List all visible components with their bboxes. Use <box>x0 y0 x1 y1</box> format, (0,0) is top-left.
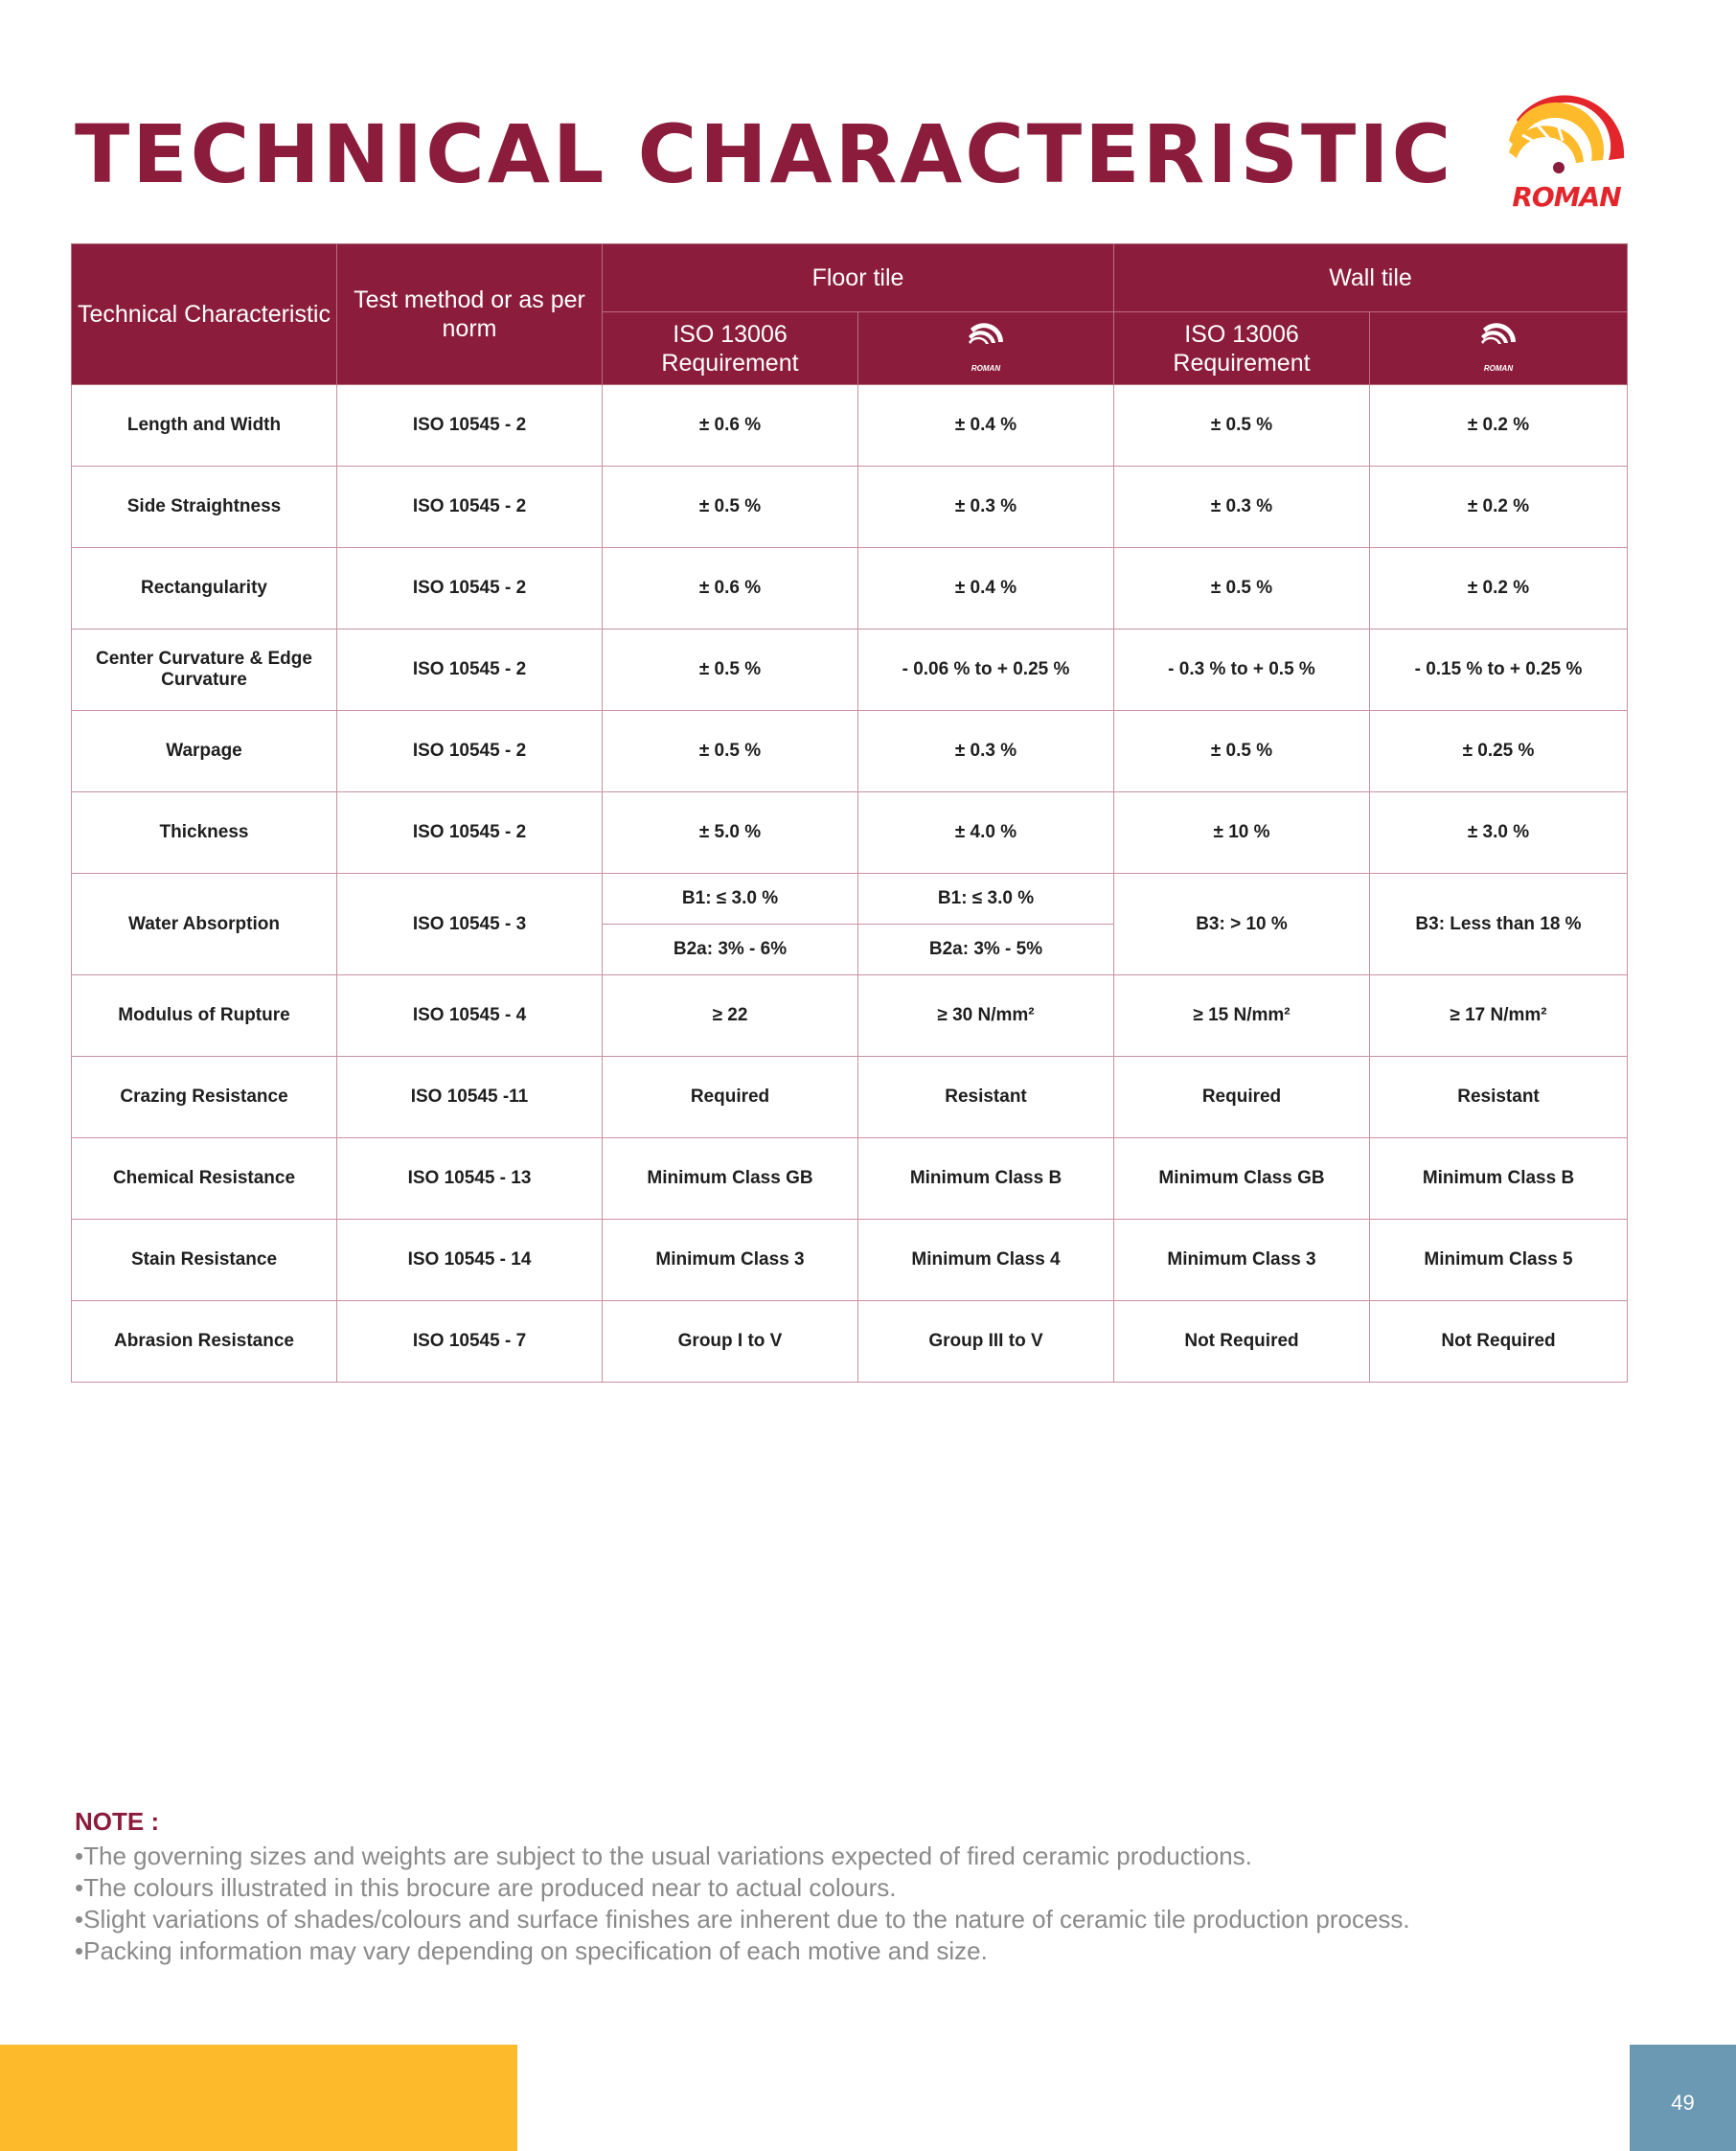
cell-method: ISO 10545 - 2 <box>337 385 603 467</box>
cell-characteristic: Abrasion Resistance <box>72 1301 337 1383</box>
cell-wall-iso: - 0.3 % to + 0.5 % <box>1114 629 1370 711</box>
cell-method: ISO 10545 -11 <box>337 1057 603 1138</box>
cell-characteristic: Chemical Resistance <box>72 1138 337 1220</box>
page-number: 49 <box>1671 2091 1695 2115</box>
cell-wall-iso: ± 0.5 % <box>1114 548 1370 629</box>
cell-method: ISO 10545 - 4 <box>337 975 603 1057</box>
table-row <box>72 792 1628 874</box>
footer-yellow-band <box>0 2045 517 2151</box>
table-row <box>72 1301 1628 1383</box>
header-wall-iso-requirement: ISO 13006 Requirement <box>1114 312 1370 385</box>
cell-wall-iso: ≥ 15 N/mm² <box>1114 975 1370 1057</box>
cell-floor-roman: Resistant <box>858 1057 1114 1138</box>
cell-method: ISO 10545 - 14 <box>337 1220 603 1301</box>
cell-floor-roman-b1: B1: ≤ 3.0 % <box>858 874 1114 925</box>
cell-wall-roman: ± 3.0 % <box>1370 792 1628 874</box>
roman-logo-mark-icon <box>1499 91 1633 187</box>
cell-floor-iso-b2a: B2a: 3% - 6% <box>603 925 858 975</box>
header-floor-iso-requirement: ISO 13006 Requirement <box>603 312 858 385</box>
cell-floor-iso: Minimum Class 3 <box>603 1220 858 1301</box>
roman-mini-logo-icon: ROMAN <box>1477 319 1519 361</box>
cell-floor-iso: Required <box>603 1057 858 1138</box>
cell-method: ISO 10545 - 2 <box>337 629 603 711</box>
cell-wall-roman: Minimum Class 5 <box>1370 1220 1628 1301</box>
cell-wall-iso: Minimum Class 3 <box>1114 1220 1370 1301</box>
cell-floor-roman-b2a: B2a: 3% - 5% <box>858 925 1114 975</box>
cell-wall-roman: B3: Less than 18 % <box>1370 874 1628 975</box>
table-row <box>72 1138 1628 1220</box>
cell-characteristic: Stain Resistance <box>72 1220 337 1301</box>
cell-wall-roman: - 0.15 % to + 0.25 % <box>1370 629 1628 711</box>
cell-floor-iso: Minimum Class GB <box>603 1138 858 1220</box>
cell-wall-roman: ± 0.2 % <box>1370 548 1628 629</box>
cell-floor-iso: ≥ 22 <box>603 975 858 1057</box>
cell-floor-iso: ± 0.5 % <box>603 711 858 792</box>
table-row <box>72 385 1628 467</box>
cell-floor-roman: ± 4.0 % <box>858 792 1114 874</box>
note-item: • The colours illustrated in this brocure are produced near to actual colours. <box>75 1872 1410 1904</box>
cell-wall-roman: Not Required <box>1370 1301 1628 1383</box>
table-row <box>72 1220 1628 1301</box>
header-floor-tile: Floor tile <box>603 244 1114 312</box>
cell-floor-roman: ± 0.4 % <box>858 548 1114 629</box>
cell-wall-iso: ± 10 % <box>1114 792 1370 874</box>
cell-floor-roman: Minimum Class B <box>858 1138 1114 1220</box>
table-row <box>72 975 1628 1057</box>
cell-method: ISO 10545 - 2 <box>337 467 603 548</box>
note-item: • The governing sizes and weights are subject to the usual variations expected of fired ceramic productions. <box>75 1841 1410 1872</box>
cell-characteristic: Center Curvature & Edge Curvature <box>72 629 337 711</box>
table-row <box>72 548 1628 629</box>
cell-floor-iso: ± 0.6 % <box>603 385 858 467</box>
header-technical-characteristic: Technical Characteristic <box>72 244 337 385</box>
cell-wall-roman: Minimum Class B <box>1370 1138 1628 1220</box>
cell-wall-iso: Required <box>1114 1057 1370 1138</box>
technical-characteristics-table <box>71 243 1628 1383</box>
cell-floor-iso: ± 0.5 % <box>603 467 858 548</box>
cell-characteristic: Side Straightness <box>72 467 337 548</box>
roman-logo <box>1499 91 1633 216</box>
roman-logo-text: ROMAN <box>1512 181 1621 213</box>
header-wall-roman-logo <box>1370 312 1628 385</box>
cell-characteristic: Crazing Resistance <box>72 1057 337 1138</box>
header-test-method: Test method or as per norm <box>337 244 603 385</box>
cell-wall-iso: ± 0.5 % <box>1114 711 1370 792</box>
table-row-water-absorption <box>72 874 1628 925</box>
cell-wall-iso: ± 0.3 % <box>1114 467 1370 548</box>
table-row <box>72 1057 1628 1138</box>
cell-wall-roman: Resistant <box>1370 1057 1628 1138</box>
note-item: • Slight variations of shades/colours and surface finishes are inherent due to the nature of ceramic tile production process. <box>75 1904 1410 1935</box>
cell-wall-roman: ± 0.2 % <box>1370 467 1628 548</box>
cell-method: ISO 10545 - 13 <box>337 1138 603 1220</box>
roman-mini-logo-icon: ROMAN <box>965 319 1007 361</box>
cell-wall-roman: ± 0.2 % <box>1370 385 1628 467</box>
cell-floor-roman: Group III to V <box>858 1301 1114 1383</box>
cell-floor-roman: ≥ 30 N/mm² <box>858 975 1114 1057</box>
cell-wall-roman: ± 0.25 % <box>1370 711 1628 792</box>
cell-floor-iso: Group I to V <box>603 1301 858 1383</box>
cell-method: ISO 10545 - 2 <box>337 548 603 629</box>
notes-list <box>75 1841 1410 1967</box>
cell-floor-roman: ± 0.3 % <box>858 711 1114 792</box>
cell-characteristic: Length and Width <box>72 385 337 467</box>
page-title: TECHNICAL CHARACTERISTIC <box>75 107 1454 201</box>
cell-characteristic: Thickness <box>72 792 337 874</box>
cell-characteristic: Modulus of Rupture <box>72 975 337 1057</box>
cell-floor-roman: Minimum Class 4 <box>858 1220 1114 1301</box>
header-floor-roman-logo <box>858 312 1114 385</box>
cell-floor-roman: ± 0.4 % <box>858 385 1114 467</box>
cell-floor-iso-b1: B1: ≤ 3.0 % <box>603 874 858 925</box>
cell-floor-iso: ± 0.5 % <box>603 629 858 711</box>
cell-floor-roman: - 0.06 % to + 0.25 % <box>858 629 1114 711</box>
cell-wall-roman: ≥ 17 N/mm² <box>1370 975 1628 1057</box>
cell-characteristic: Warpage <box>72 711 337 792</box>
cell-wall-iso: Not Required <box>1114 1301 1370 1383</box>
cell-wall-iso: B3: > 10 % <box>1114 874 1370 975</box>
note-item: • Packing information may vary depending on specification of each motive and size. <box>75 1935 1410 1967</box>
cell-method: ISO 10545 - 7 <box>337 1301 603 1383</box>
table-row <box>72 467 1628 548</box>
cell-method: ISO 10545 - 3 <box>337 874 603 975</box>
cell-characteristic: Rectangularity <box>72 548 337 629</box>
cell-floor-iso: ± 5.0 % <box>603 792 858 874</box>
cell-wall-iso: ± 0.5 % <box>1114 385 1370 467</box>
cell-floor-roman: ± 0.3 % <box>858 467 1114 548</box>
note-label: NOTE : <box>75 1807 160 1836</box>
table-row <box>72 629 1628 711</box>
cell-method: ISO 10545 - 2 <box>337 711 603 792</box>
cell-wall-iso: Minimum Class GB <box>1114 1138 1370 1220</box>
cell-characteristic: Water Absorption <box>72 874 337 975</box>
cell-method: ISO 10545 - 2 <box>337 792 603 874</box>
header-wall-tile: Wall tile <box>1114 244 1628 312</box>
table-row <box>72 711 1628 792</box>
cell-floor-iso: ± 0.6 % <box>603 548 858 629</box>
